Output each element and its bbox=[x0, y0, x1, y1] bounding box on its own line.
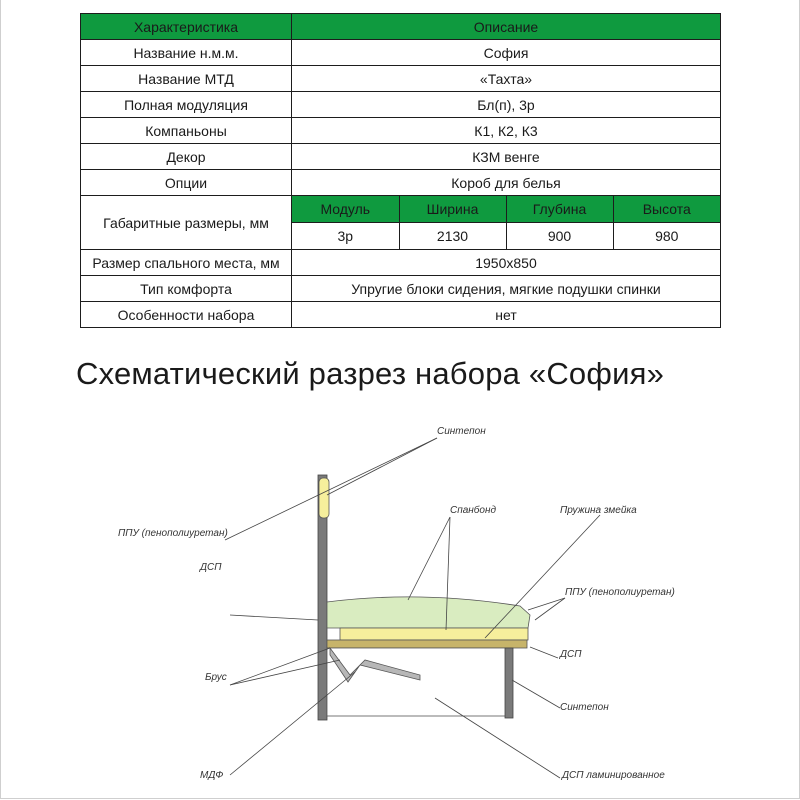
leader-line bbox=[512, 680, 560, 708]
row-value: 1950х850 bbox=[292, 250, 721, 276]
label-dsp-laminated: ДСП ламинированное bbox=[562, 770, 665, 781]
leader-line bbox=[408, 517, 450, 600]
row-value: Бл(п), 3р bbox=[292, 92, 721, 118]
table-row bbox=[81, 66, 721, 92]
label-sintepon-right: Синтепон bbox=[560, 702, 609, 713]
leader-line bbox=[225, 438, 437, 540]
table-row bbox=[81, 302, 721, 328]
dimensions-cell bbox=[292, 196, 721, 250]
label-dsp-right: ДСП bbox=[560, 649, 582, 660]
section-title: Схематический разрез набора «София» bbox=[76, 356, 665, 391]
dim-value-width: 2130 bbox=[399, 223, 506, 250]
leader-line bbox=[327, 438, 437, 495]
table-row bbox=[81, 92, 721, 118]
leader-line bbox=[535, 598, 565, 620]
dim-header-module: Модуль bbox=[292, 196, 399, 223]
base-box bbox=[327, 648, 510, 716]
label-ppu-left: ППУ (пенополиуретан) bbox=[118, 528, 228, 539]
dim-header-height: Высота bbox=[613, 196, 720, 223]
row-label: Размер спального места, мм bbox=[81, 250, 292, 276]
seat-frame bbox=[327, 640, 527, 648]
dimensions-row bbox=[81, 196, 721, 250]
row-value: Короб для белья bbox=[292, 170, 721, 196]
label-spring: Пружина змейка bbox=[560, 505, 637, 516]
table-row bbox=[81, 144, 721, 170]
dim-header-depth: Глубина bbox=[506, 196, 613, 223]
label-ppu-right: ППУ (пенополиуретан) bbox=[565, 587, 675, 598]
cross-section-diagram bbox=[0, 410, 800, 800]
header-characteristic: Характеристика bbox=[81, 14, 292, 40]
row-label: Компаньоны bbox=[81, 118, 292, 144]
leader-line bbox=[230, 648, 330, 685]
label-spanbond: Спанбонд bbox=[450, 505, 497, 516]
dimensions-table bbox=[292, 196, 720, 249]
label-sintepon-top: Синтепон bbox=[437, 426, 486, 437]
table-row bbox=[81, 118, 721, 144]
label-dsp-left: ДСП bbox=[200, 562, 222, 573]
table-header-row bbox=[81, 14, 721, 40]
row-value: София bbox=[292, 40, 721, 66]
leader-line bbox=[485, 515, 600, 638]
row-value: Упругие блоки сидения, мягкие подушки спинки bbox=[292, 276, 721, 302]
leader-line bbox=[530, 647, 558, 658]
back-cushion bbox=[319, 478, 329, 518]
row-value: нет bbox=[292, 302, 721, 328]
leader-line bbox=[230, 672, 355, 775]
dim-value-height: 980 bbox=[613, 223, 720, 250]
row-label: Декор bbox=[81, 144, 292, 170]
leader-line bbox=[230, 615, 318, 620]
label-mdf: МДФ bbox=[200, 770, 224, 781]
label-brus: Брус bbox=[205, 672, 227, 683]
row-value: К1, К2, К3 bbox=[292, 118, 721, 144]
row-label: Опции bbox=[81, 170, 292, 196]
dim-value-module: 3р bbox=[337, 228, 354, 244]
dimensions-label: Габаритные размеры, мм bbox=[81, 196, 292, 250]
row-label: Особенности набора bbox=[81, 302, 292, 328]
spec-table bbox=[80, 13, 721, 328]
row-label: Тип комфорта bbox=[81, 276, 292, 302]
dim-header-width: Ширина bbox=[399, 196, 506, 223]
foam-block bbox=[340, 628, 528, 640]
row-label: Полная модуляция bbox=[81, 92, 292, 118]
header-description: Описание bbox=[292, 14, 721, 40]
row-value: «Тахта» bbox=[292, 66, 721, 92]
row-label: Название н.м.м. bbox=[81, 40, 292, 66]
row-value: КЗМ венге bbox=[292, 144, 721, 170]
table-row bbox=[81, 170, 721, 196]
table-row bbox=[81, 276, 721, 302]
table-row bbox=[81, 40, 721, 66]
dimensions-value-row bbox=[292, 223, 720, 250]
row-label: Название МТД bbox=[81, 66, 292, 92]
dim-value-depth: 900 bbox=[506, 223, 613, 250]
front-leg bbox=[505, 648, 513, 718]
seat-cushion bbox=[327, 597, 530, 628]
table-row bbox=[81, 250, 721, 276]
leader-line bbox=[528, 598, 565, 610]
dimensions-header-row bbox=[292, 196, 720, 223]
